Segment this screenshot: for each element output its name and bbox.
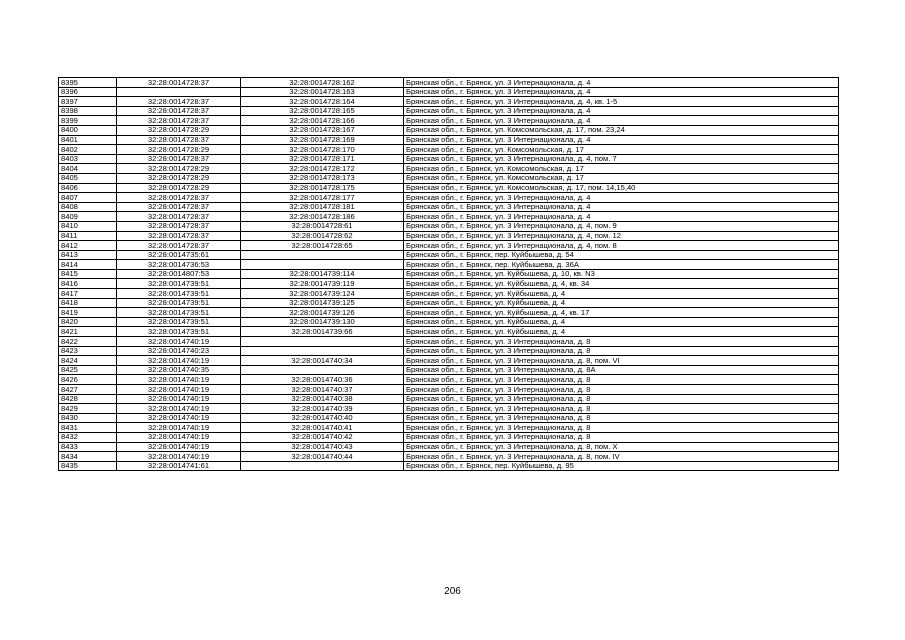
object-cadastral-number-cell: [241, 337, 404, 347]
row-number-cell: 8403: [59, 154, 117, 164]
row-number-cell: 8424: [59, 356, 117, 366]
row-number-cell: 8429: [59, 404, 117, 414]
table-row: [59, 78, 839, 88]
address-cell: Брянская обл., г. Брянск, ул. 3 Интернационала, д. 8: [404, 413, 839, 423]
object-cadastral-number-cell: 32:28:0014739:119: [241, 279, 404, 289]
row-number-cell: 8413: [59, 250, 117, 260]
address-cell: Брянская обл., г. Брянск, ул. 3 Интернационала, д. 4: [404, 106, 839, 116]
row-number-cell: 8423: [59, 346, 117, 356]
address-cell: Брянская обл., г. Брянск, ул. 3 Интернационала, д. 8: [404, 375, 839, 385]
object-cadastral-number-cell: 32:28:0014740:41: [241, 423, 404, 433]
parcel-cadastral-number-cell: 32:28:0014740:19: [117, 413, 241, 423]
row-number-cell: 8427: [59, 385, 117, 395]
row-number-cell: 8417: [59, 289, 117, 299]
table-row: [59, 269, 839, 279]
object-cadastral-number-cell: 32:28:0014739:66: [241, 327, 404, 337]
object-cadastral-number-cell: 32:28:0014728:162: [241, 78, 404, 88]
object-cadastral-number-cell: 32:28:0014728:175: [241, 183, 404, 193]
parcel-cadastral-number-cell: 32:28:0014740:19: [117, 432, 241, 442]
row-number-cell: 8430: [59, 413, 117, 423]
row-number-cell: 8402: [59, 145, 117, 155]
row-number-cell: 8425: [59, 365, 117, 375]
object-cadastral-number-cell: [241, 461, 404, 471]
row-number-cell: 8431: [59, 423, 117, 433]
table-row: [59, 337, 839, 347]
address-cell: Брянская обл., г. Брянск, ул. 3 Интернационала, д. 8: [404, 423, 839, 433]
object-cadastral-number-cell: 32:28:0014740:34: [241, 356, 404, 366]
parcel-cadastral-number-cell: 32:28:0014735:61: [117, 250, 241, 260]
table-row: [59, 97, 839, 107]
table-row: [59, 260, 839, 270]
address-cell: Брянская обл., г. Брянск, ул. 3 Интернационала, д. 4: [404, 78, 839, 88]
object-cadastral-number-cell: 32:28:0014728:164: [241, 97, 404, 107]
object-cadastral-number-cell: 32:28:0014739:130: [241, 317, 404, 327]
table-row: [59, 250, 839, 260]
address-cell: Брянская обл., г. Брянск, ул. 3 Интернационала, д. 8: [404, 394, 839, 404]
object-cadastral-number-cell: 32:28:0014728:166: [241, 116, 404, 126]
parcel-cadastral-number-cell: 32:28:0014739:51: [117, 308, 241, 318]
row-number-cell: 8416: [59, 279, 117, 289]
address-cell: Брянская обл., г. Брянск, ул. 3 Интернационала, д. 4, пом. 9: [404, 221, 839, 231]
address-cell: Брянская обл., г. Брянск, ул. Куйбышева, д. 4, кв. 17: [404, 308, 839, 318]
parcel-cadastral-number-cell: 32:28:0014728:37: [117, 97, 241, 107]
table-row: [59, 193, 839, 203]
table-row: [59, 279, 839, 289]
parcel-cadastral-number-cell: 32:28:0014728:29: [117, 164, 241, 174]
address-cell: Брянская обл., г. Брянск, ул. 3 Интернационала, д. 4: [404, 212, 839, 222]
parcel-cadastral-number-cell: 32:28:0014728:37: [117, 221, 241, 231]
address-cell: Брянская обл., г. Брянск, ул. Куйбышева, д. 4: [404, 317, 839, 327]
object-cadastral-number-cell: 32:28:0014728:65: [241, 241, 404, 251]
parcel-cadastral-number-cell: 32:28:0014728:29: [117, 173, 241, 183]
object-cadastral-number-cell: 32:28:0014728:165: [241, 106, 404, 116]
table-row: [59, 135, 839, 145]
document-page: [58, 77, 838, 471]
parcel-cadastral-number-cell: 32:28:0014728:37: [117, 212, 241, 222]
object-cadastral-number-cell: 32:28:0014739:124: [241, 289, 404, 299]
table-row: [59, 375, 839, 385]
parcel-cadastral-number-cell: 32:28:0014728:37: [117, 154, 241, 164]
row-number-cell: 8412: [59, 241, 117, 251]
object-cadastral-number-cell: 32:28:0014728:170: [241, 145, 404, 155]
object-cadastral-number-cell: 32:28:0014728:163: [241, 87, 404, 97]
row-number-cell: 8435: [59, 461, 117, 471]
object-cadastral-number-cell: 32:28:0014740:42: [241, 432, 404, 442]
address-cell: Брянская обл., г. Брянск, ул. 3 Интернационала, д. 4, пом. 7: [404, 154, 839, 164]
object-cadastral-number-cell: [241, 346, 404, 356]
object-cadastral-number-cell: 32:28:0014739:114: [241, 269, 404, 279]
object-cadastral-number-cell: [241, 250, 404, 260]
row-number-cell: 8410: [59, 221, 117, 231]
row-number-cell: 8433: [59, 442, 117, 452]
address-cell: Брянская обл., г. Брянск, ул. 3 Интернационала, д. 4, пом. 8: [404, 241, 839, 251]
address-cell: Брянская обл., г. Брянск, ул. Куйбышева, д. 4: [404, 327, 839, 337]
parcel-cadastral-number-cell: 32:28:0014740:19: [117, 375, 241, 385]
table-row: [59, 164, 839, 174]
address-cell: Брянская обл., г. Брянск, пер. Куйбышева, д. 54: [404, 250, 839, 260]
address-cell: Брянская обл., г. Брянск, ул. 3 Интернационала, д. 4: [404, 116, 839, 126]
row-number-cell: 8432: [59, 432, 117, 442]
address-cell: Брянская обл., г. Брянск, ул. 3 Интернационала, д. 8: [404, 404, 839, 414]
row-number-cell: 8419: [59, 308, 117, 318]
parcel-cadastral-number-cell: 32:28:0014740:19: [117, 404, 241, 414]
address-cell: Брянская обл., г. Брянск, ул. 3 Интернационала, д. 8: [404, 337, 839, 347]
address-cell: Брянская обл., г. Брянск, ул. Комсомольская, д. 17: [404, 173, 839, 183]
table-row: [59, 432, 839, 442]
parcel-cadastral-number-cell: 32:28:0014728:29: [117, 125, 241, 135]
parcel-cadastral-number-cell: 32:28:0014739:51: [117, 298, 241, 308]
row-number-cell: 8426: [59, 375, 117, 385]
row-number-cell: 8406: [59, 183, 117, 193]
table-row: [59, 356, 839, 366]
parcel-cadastral-number-cell: [117, 87, 241, 97]
object-cadastral-number-cell: 32:28:0014739:126: [241, 308, 404, 318]
parcel-cadastral-number-cell: 32:28:0014740:19: [117, 385, 241, 395]
table-row: [59, 154, 839, 164]
address-cell: Брянская обл., г. Брянск, ул. 3 Интернационала, д. 4: [404, 135, 839, 145]
object-cadastral-number-cell: 32:28:0014740:36: [241, 375, 404, 385]
object-cadastral-number-cell: 32:28:0014739:125: [241, 298, 404, 308]
row-number-cell: 8422: [59, 337, 117, 347]
table-row: [59, 404, 839, 414]
row-number-cell: 8415: [59, 269, 117, 279]
table-row: [59, 183, 839, 193]
table-row: [59, 298, 839, 308]
row-number-cell: 8398: [59, 106, 117, 116]
row-number-cell: 8396: [59, 87, 117, 97]
address-cell: Брянская обл., г. Брянск, ул. 3 Интернационала, д. 4, пом. 12: [404, 231, 839, 241]
address-cell: Брянская обл., г. Брянск, ул. 3 Интернационала, д. 8: [404, 346, 839, 356]
address-cell: Брянская обл., г. Брянск, ул. 3 Интернационала, д. 4: [404, 193, 839, 203]
row-number-cell: 8428: [59, 394, 117, 404]
parcel-cadastral-number-cell: 32:28:0014728:37: [117, 135, 241, 145]
parcel-cadastral-number-cell: 32:28:0014728:37: [117, 78, 241, 88]
parcel-cadastral-number-cell: 32:28:0014807:53: [117, 269, 241, 279]
row-number-cell: 8414: [59, 260, 117, 270]
row-number-cell: 8395: [59, 78, 117, 88]
row-number-cell: 8404: [59, 164, 117, 174]
parcel-cadastral-number-cell: 32:28:0014728:37: [117, 231, 241, 241]
parcel-cadastral-number-cell: 32:28:0014728:37: [117, 193, 241, 203]
object-cadastral-number-cell: 32:28:0014728:171: [241, 154, 404, 164]
address-cell: Брянская обл., г. Брянск, ул. 3 Интернационала, д. 8А: [404, 365, 839, 375]
object-cadastral-number-cell: [241, 365, 404, 375]
table-row: [59, 106, 839, 116]
address-cell: Брянская обл., г. Брянск, ул. 3 Интернационала, д. 8: [404, 432, 839, 442]
row-number-cell: 8407: [59, 193, 117, 203]
address-cell: Брянская обл., г. Брянск, ул. Комсомольская, д. 17, пом. 14,15,40: [404, 183, 839, 193]
table-row: [59, 413, 839, 423]
parcel-cadastral-number-cell: 32:28:0014728:37: [117, 116, 241, 126]
object-cadastral-number-cell: 32:28:0014740:39: [241, 404, 404, 414]
parcel-cadastral-number-cell: 32:28:0014728:37: [117, 106, 241, 116]
table-row: [59, 221, 839, 231]
address-cell: Брянская обл., г. Брянск, ул. Куйбышева, д. 4, кв. 34: [404, 279, 839, 289]
table-row: [59, 461, 839, 471]
parcel-cadastral-number-cell: 32:28:0014740:19: [117, 394, 241, 404]
table-row: [59, 145, 839, 155]
address-cell: Брянская обл., г. Брянск, ул. 3 Интернационала, д. 4: [404, 87, 839, 97]
page-number: 206: [444, 586, 461, 597]
table-row: [59, 327, 839, 337]
object-cadastral-number-cell: 32:28:0014740:40: [241, 413, 404, 423]
object-cadastral-number-cell: 32:28:0014740:43: [241, 442, 404, 452]
parcel-cadastral-number-cell: 32:28:0014739:51: [117, 327, 241, 337]
object-cadastral-number-cell: 32:28:0014740:44: [241, 452, 404, 462]
parcel-cadastral-number-cell: 32:28:0014740:19: [117, 452, 241, 462]
table-row: [59, 231, 839, 241]
row-number-cell: 8434: [59, 452, 117, 462]
object-cadastral-number-cell: 32:28:0014728:172: [241, 164, 404, 174]
address-cell: Брянская обл., г. Брянск, ул. Комсомольская, д. 17: [404, 145, 839, 155]
row-number-cell: 8420: [59, 317, 117, 327]
table-row: [59, 289, 839, 299]
parcel-cadastral-number-cell: 32:28:0014740:19: [117, 356, 241, 366]
row-number-cell: 8401: [59, 135, 117, 145]
object-cadastral-number-cell: 32:28:0014728:62: [241, 231, 404, 241]
table-row: [59, 442, 839, 452]
address-cell: Брянская обл., г. Брянск, ул. 3 Интернационала, д. 8, пом. VI: [404, 356, 839, 366]
address-cell: Брянская обл., г. Брянск, ул. 3 Интернационала, д. 4: [404, 202, 839, 212]
table-row: [59, 241, 839, 251]
parcel-cadastral-number-cell: 32:28:0014736:53: [117, 260, 241, 270]
parcel-cadastral-number-cell: 32:28:0014739:51: [117, 317, 241, 327]
table-row: [59, 173, 839, 183]
parcel-cadastral-number-cell: 32:28:0014728:29: [117, 183, 241, 193]
address-cell: Брянская обл., г. Брянск, ул. 3 Интернационала, д. 8, пом. Х: [404, 442, 839, 452]
parcel-cadastral-number-cell: 32:28:0014728:37: [117, 241, 241, 251]
address-cell: Брянская обл., г. Брянск, ул. Комсомольская, д. 17: [404, 164, 839, 174]
object-cadastral-number-cell: 32:28:0014728:169: [241, 135, 404, 145]
table-row: [59, 308, 839, 318]
row-number-cell: 8399: [59, 116, 117, 126]
address-cell: Брянская обл., г. Брянск, пер. Куйбышева, д. 36А: [404, 260, 839, 270]
address-cell: Брянская обл., г. Брянск, ул. 3 Интернационала, д. 4, кв. 1-5: [404, 97, 839, 107]
address-cell: Брянская обл., г. Брянск, ул. 3 Интернационала, д. 8: [404, 385, 839, 395]
table-row: [59, 365, 839, 375]
object-cadastral-number-cell: 32:28:0014728:167: [241, 125, 404, 135]
parcel-cadastral-number-cell: 32:28:0014740:35: [117, 365, 241, 375]
object-cadastral-number-cell: 32:28:0014728:173: [241, 173, 404, 183]
address-cell: Брянская обл., г. Брянск, ул. Куйбышева, д. 4: [404, 298, 839, 308]
row-number-cell: 8411: [59, 231, 117, 241]
table-row: [59, 423, 839, 433]
table-row: [59, 385, 839, 395]
table-row: [59, 212, 839, 222]
parcel-cadastral-number-cell: 32:28:0014728:29: [117, 145, 241, 155]
table-row: [59, 116, 839, 126]
row-number-cell: 8400: [59, 125, 117, 135]
table-row: [59, 317, 839, 327]
row-number-cell: 8409: [59, 212, 117, 222]
address-cell: Брянская обл., г. Брянск, ул. Куйбышева, д. 10, кв. N3: [404, 269, 839, 279]
object-cadastral-number-cell: 32:28:0014728:181: [241, 202, 404, 212]
table-row: [59, 87, 839, 97]
parcel-cadastral-number-cell: 32:28:0014740:19: [117, 442, 241, 452]
parcel-cadastral-number-cell: 32:28:0014740:19: [117, 337, 241, 347]
registry-table: [58, 77, 839, 471]
parcel-cadastral-number-cell: 32:28:0014739:51: [117, 289, 241, 299]
parcel-cadastral-number-cell: 32:28:0014728:37: [117, 202, 241, 212]
row-number-cell: 8397: [59, 97, 117, 107]
table-row: [59, 202, 839, 212]
object-cadastral-number-cell: 32:28:0014740:38: [241, 394, 404, 404]
address-cell: Брянская обл., г. Брянск, пер. Куйбышева, д. 95: [404, 461, 839, 471]
table-row: [59, 452, 839, 462]
parcel-cadastral-number-cell: 32:28:0014741:61: [117, 461, 241, 471]
row-number-cell: 8421: [59, 327, 117, 337]
object-cadastral-number-cell: 32:28:0014728:61: [241, 221, 404, 231]
registry-table-body: [59, 78, 839, 471]
table-row: [59, 394, 839, 404]
row-number-cell: 8418: [59, 298, 117, 308]
row-number-cell: 8405: [59, 173, 117, 183]
object-cadastral-number-cell: [241, 260, 404, 270]
table-row: [59, 346, 839, 356]
address-cell: Брянская обл., г. Брянск, ул. Комсомольская, д. 17, пом. 23,24: [404, 125, 839, 135]
address-cell: Брянская обл., г. Брянск, ул. 3 Интернационала, д. 8, пом. IV: [404, 452, 839, 462]
address-cell: Брянская обл., г. Брянск, ул. Куйбышева, д. 4: [404, 289, 839, 299]
parcel-cadastral-number-cell: 32:28:0014740:19: [117, 423, 241, 433]
parcel-cadastral-number-cell: 32:28:0014740:23: [117, 346, 241, 356]
object-cadastral-number-cell: 32:28:0014740:37: [241, 385, 404, 395]
parcel-cadastral-number-cell: 32:28:0014739:51: [117, 279, 241, 289]
object-cadastral-number-cell: 32:28:0014728:186: [241, 212, 404, 222]
object-cadastral-number-cell: 32:28:0014728:177: [241, 193, 404, 203]
row-number-cell: 8408: [59, 202, 117, 212]
table-row: [59, 125, 839, 135]
